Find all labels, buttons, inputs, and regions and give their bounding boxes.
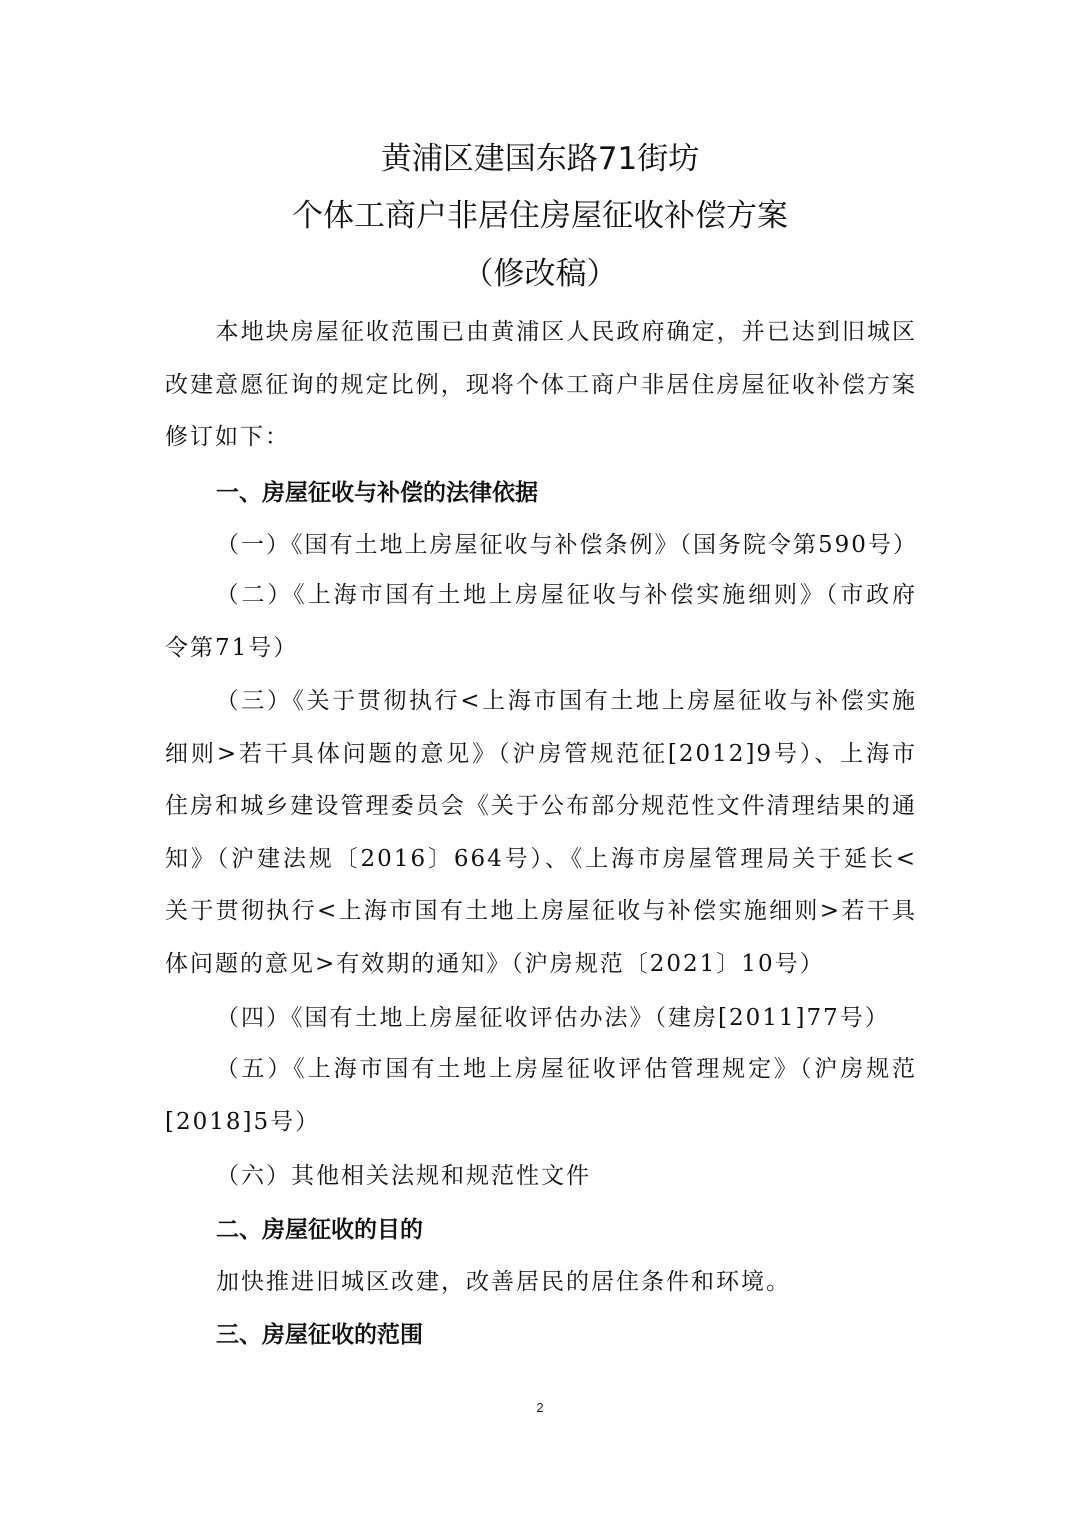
section-1-item-3-block — [165, 675, 917, 990]
section-1-item-2: （二）《上海市国有土地上房屋征收与补偿实施细则》（市政府令第71号） — [165, 582, 917, 661]
section-1-item-5: （五）《上海市国有土地上房屋征收评估管理规定》（沪房规范[2018]5号） — [165, 1056, 917, 1135]
section-3-heading: 三、房屋征收的范围 — [216, 1322, 423, 1348]
section-1-item-5-block — [165, 1043, 917, 1148]
section-1-item-2-block — [165, 569, 917, 674]
section-2-heading: 二、房屋征收的目的 — [216, 1217, 423, 1243]
document-title-line-2: 个体工商户非居住房屋征收补偿方案 — [292, 198, 788, 234]
section-1-item-6: （六）其他相关法规和规范性文件 — [216, 1163, 591, 1189]
section-1-item-3: （三）《关于贯彻执行<上海市国有土地上房屋征收与补偿实施细则>若干具体问题的意见》（沪房管规范征[2012]9号）、上海市住房和城乡建设管理委员会《关于公布部分规范性文件清理结果的通知》（沪建法规〔2016〕664号）、《上海市房屋管理局关于延长<关于贯彻执行<上海市国有土地上房屋征收与补偿实施细则>若干具体问题的意见>有效期的通知》（沪房规范〔2021〕10号） — [165, 688, 917, 977]
page-number: 2 — [536, 1400, 544, 1415]
section-1-item-4: （四）《国有土地上房屋征收评估办法》（建房[2011]77号） — [216, 1005, 890, 1031]
section-1-heading: 一、房屋征收与补偿的法律依据 — [216, 480, 538, 506]
intro-paragraph-block — [165, 306, 917, 464]
section-1-item-1: （一）《国有土地上房屋征收与补偿条例》（国务院令第590号） — [216, 532, 918, 558]
section-2-text: 加快推进旧城区改建，改善居民的居住条件和环境。 — [216, 1269, 791, 1295]
document-title-line-1: 黄浦区建国东路71街坊 — [380, 141, 700, 177]
document-title-line-3: （修改稿） — [462, 256, 618, 292]
intro-paragraph: 本地块房屋征收范围已由黄浦区人民政府确定，并已达到旧城区改建意愿征询的规定比例，现将个体工商户非居住房屋征收补偿方案修订如下： — [165, 319, 917, 450]
